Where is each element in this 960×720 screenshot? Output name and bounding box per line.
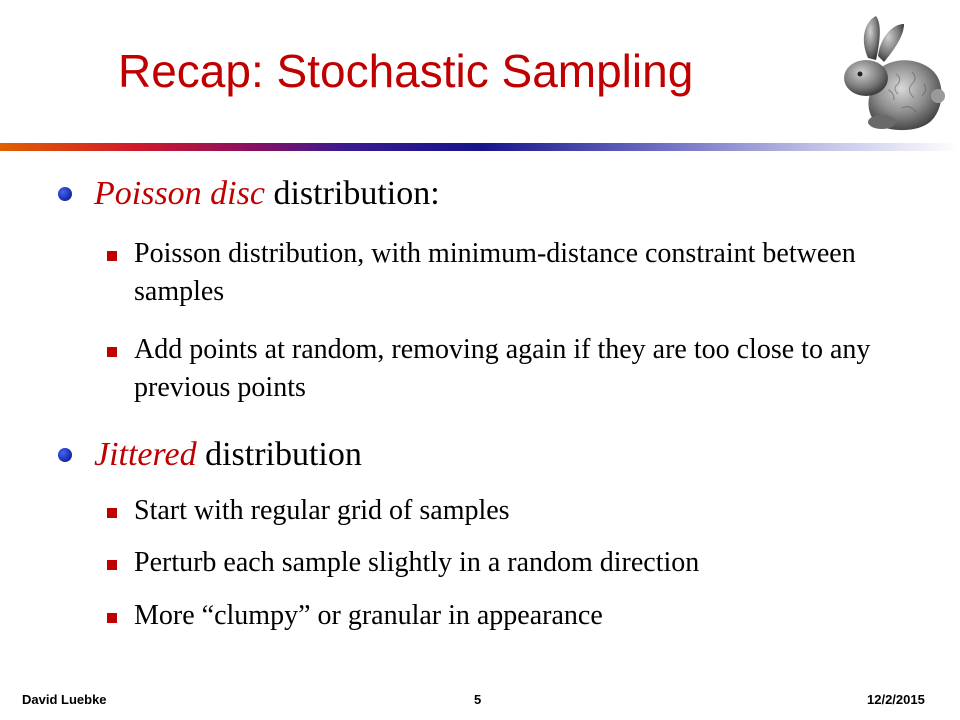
- sub-bullet-text: Add points at random, removing again if they are too close to any previous points: [134, 334, 871, 403]
- emphasis-text: Jittered: [94, 436, 197, 473]
- footer-date: 12/2/2015: [867, 692, 925, 707]
- bullet-text: [94, 174, 440, 214]
- red-square-bullet-icon: [107, 347, 117, 357]
- sub-bullet-text: Poisson distribution, with minimum-distance constraint between samples: [134, 238, 856, 307]
- footer-author: David Luebke: [22, 692, 107, 707]
- bullet-rest: distribution:: [264, 175, 440, 212]
- blue-sphere-bullet-icon: [58, 187, 72, 201]
- bullet-rest: distribution: [196, 436, 362, 473]
- slide-title: Recap: Stochastic Sampling: [118, 45, 694, 97]
- red-square-bullet-icon: [107, 508, 117, 518]
- red-square-bullet-icon: [107, 251, 117, 261]
- red-square-bullet-icon: [107, 560, 117, 570]
- emphasis-text: Poisson disc: [94, 175, 265, 212]
- sub-bullet-text: More “clumpy” or granular in appearance: [134, 600, 603, 631]
- red-square-bullet-icon: [107, 613, 117, 623]
- blue-sphere-bullet-icon: [58, 448, 72, 462]
- bullet-text: [94, 435, 362, 475]
- footer-page-number: 5: [474, 692, 482, 707]
- sub-bullet-text: Start with regular grid of samples: [134, 495, 510, 526]
- sub-bullet-text: Perturb each sample slightly in a random direction: [134, 547, 700, 578]
